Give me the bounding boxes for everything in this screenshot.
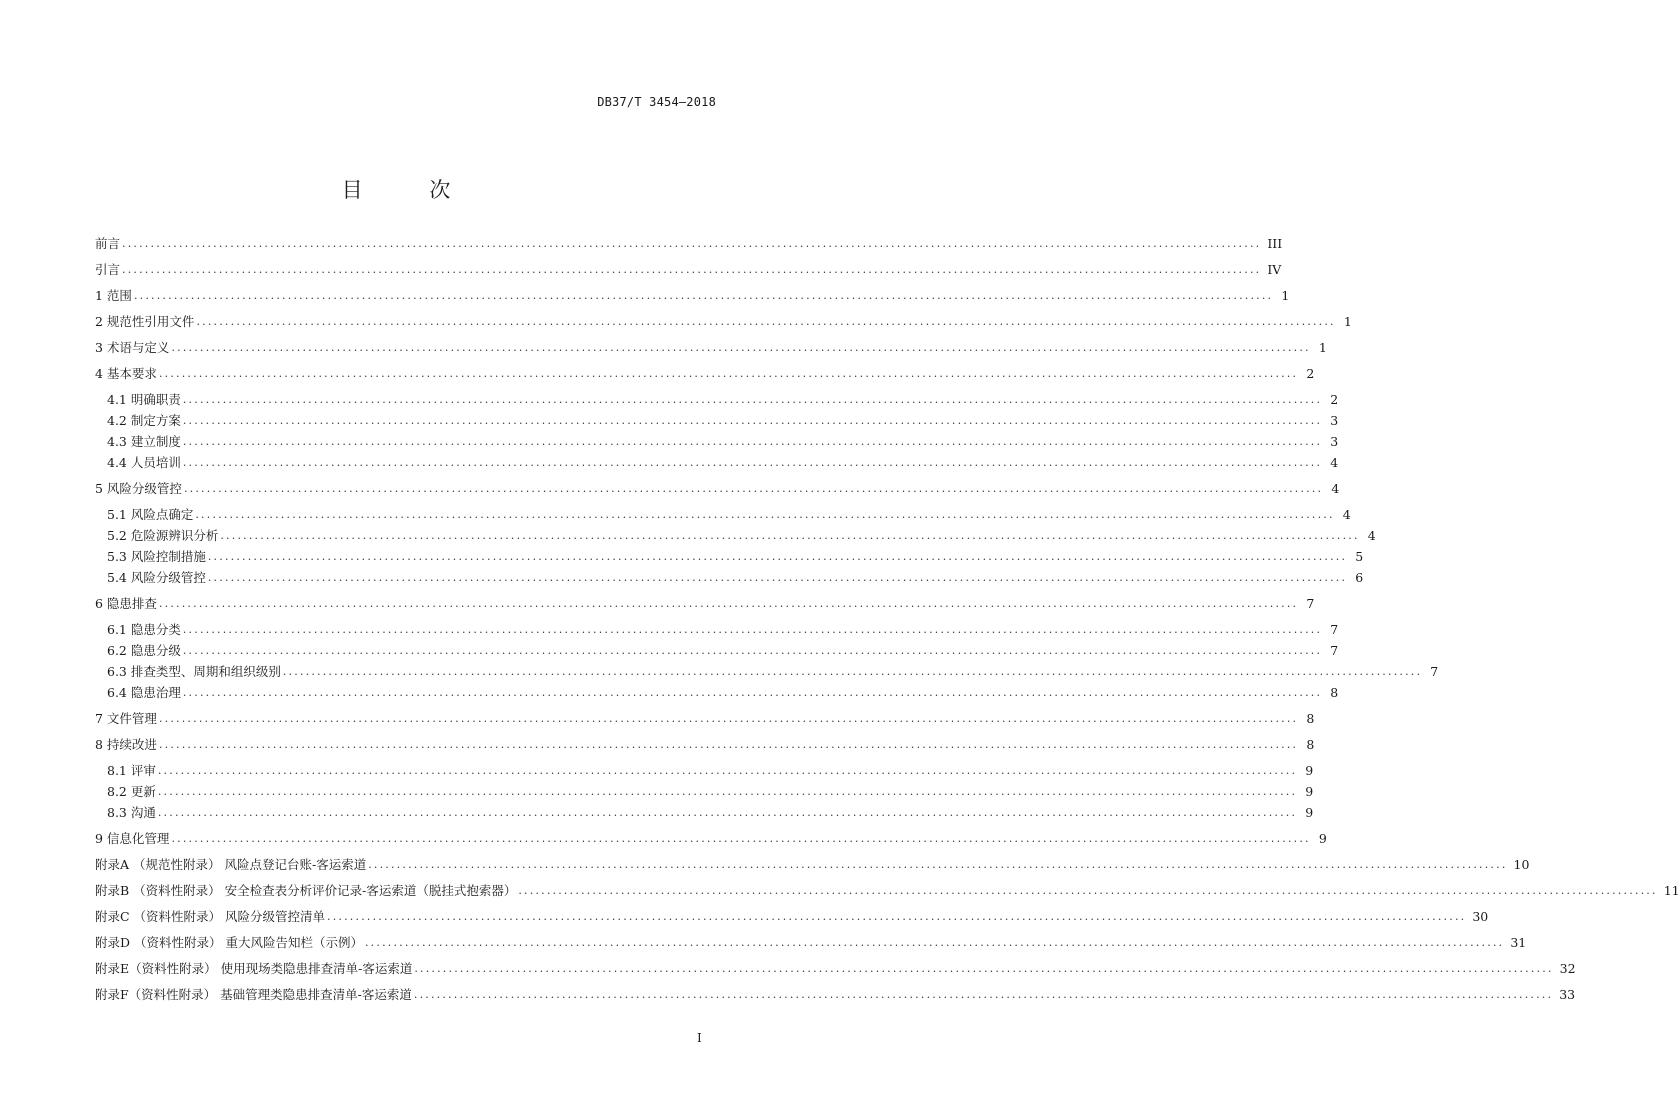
toc-entry[interactable] bbox=[107, 803, 1314, 823]
toc-entry[interactable] bbox=[107, 453, 1339, 473]
toc-entry-page: 9 bbox=[1305, 763, 1314, 778]
toc-entry-label: 4 基本要求 bbox=[95, 366, 157, 381]
toc-entry-page: 8 bbox=[1330, 685, 1339, 700]
toc-leader-dots: ........................................................................................................................................................................................................ bbox=[157, 764, 1298, 777]
toc-entry-page: 4 bbox=[1331, 481, 1340, 496]
toc-entry-label: 5 风险分级管控 bbox=[95, 481, 182, 496]
toc-entry-page: 11 bbox=[1663, 883, 1680, 898]
toc-entry-page: 10 bbox=[1513, 857, 1530, 872]
toc-leader-dots: ........................................................................................................................................................................................................ bbox=[182, 393, 1323, 406]
toc-entry-label: 4.1 明确职责 bbox=[107, 392, 181, 407]
toc-leader-dots: ........................................................................................................................................................................................................ bbox=[158, 597, 1299, 610]
toc-entry-page: 9 bbox=[1305, 805, 1314, 820]
toc-leader-dots: ........................................................................................................................................................................................................ bbox=[182, 644, 1323, 657]
toc-entry-page: 5 bbox=[1355, 549, 1364, 564]
toc-entry-page: 32 bbox=[1559, 961, 1576, 976]
toc-entry-label: 附录F（资料性附录） 基础管理类隐患排查清单-客运索道 bbox=[95, 987, 412, 1002]
toc-entry[interactable] bbox=[107, 620, 1339, 640]
toc-entry[interactable] bbox=[95, 855, 1530, 875]
toc-leader-dots: ........................................................................................................................................................................................................ bbox=[518, 884, 1658, 897]
toc-entry-label: 4.4 人员培训 bbox=[107, 455, 181, 470]
toc-entry-page: 7 bbox=[1430, 664, 1439, 679]
toc-entry-page: 1 bbox=[1281, 288, 1290, 303]
toc-entry[interactable] bbox=[95, 234, 1283, 254]
toc-entry-label: 附录B （资料性附录） 安全检查表分析评价记录-客运索道（脱挂式抱索器） bbox=[95, 883, 517, 898]
toc-leader-dots: ........................................................................................................................................................................................................ bbox=[182, 686, 1323, 699]
toc-entry-page: 4 bbox=[1342, 507, 1351, 522]
toc-entry[interactable] bbox=[107, 432, 1339, 452]
document-code: DB37/T 3454—2018 bbox=[597, 95, 716, 109]
toc-entry-page: 9 bbox=[1305, 784, 1314, 799]
toc-entry-page: 1 bbox=[1343, 314, 1352, 329]
toc-entry-page: 3 bbox=[1330, 413, 1339, 428]
toc-entry-page: 7 bbox=[1330, 643, 1339, 658]
toc-entry-label: 1 范围 bbox=[95, 288, 132, 303]
toc-entry[interactable] bbox=[95, 907, 1489, 927]
toc-entry-label: 附录A （规范性附录） 风险点登记台账-客运索道 bbox=[95, 857, 367, 872]
toc-entry[interactable] bbox=[107, 683, 1339, 703]
toc-entry-page: 7 bbox=[1306, 596, 1315, 611]
toc-leader-dots: ........................................................................................................................................................................................................ bbox=[133, 289, 1274, 302]
toc-entry-label: 5.4 风险分级管控 bbox=[107, 570, 206, 585]
toc-entry[interactable] bbox=[95, 709, 1315, 729]
toc-entry[interactable] bbox=[107, 505, 1351, 525]
toc-entry[interactable] bbox=[107, 641, 1339, 661]
toc-entry[interactable] bbox=[95, 312, 1352, 332]
toc-leader-dots: ........................................................................................................................................................................................................ bbox=[182, 435, 1323, 448]
toc-entry[interactable] bbox=[95, 735, 1315, 755]
toc-entry[interactable] bbox=[95, 260, 1282, 280]
toc-entry[interactable] bbox=[107, 547, 1364, 567]
toc-leader-dots: ........................................................................................................................................................................................................ bbox=[220, 529, 1360, 542]
toc-entry[interactable] bbox=[95, 881, 1680, 901]
toc-leader-dots: ........................................................................................................................................................................................................ bbox=[368, 858, 1508, 871]
toc-leader-dots: ........................................................................................................................................................................................................ bbox=[171, 341, 1311, 354]
toc-entry-label: 8.2 更新 bbox=[107, 784, 156, 799]
toc-entry-label: 前言 bbox=[95, 236, 121, 251]
page-number: I bbox=[697, 1031, 702, 1045]
toc-entry-label: 6 隐患排查 bbox=[95, 596, 157, 611]
toc-entry-label: 5.1 风险点确定 bbox=[107, 507, 194, 522]
toc-entry-label: 5.2 危险源辨识分析 bbox=[107, 528, 219, 543]
toc-entry[interactable] bbox=[107, 568, 1364, 588]
toc-leader-dots: ........................................................................................................................................................................................................ bbox=[195, 508, 1335, 521]
toc-entry-page: 8 bbox=[1306, 737, 1315, 752]
toc-leader-dots: ........................................................................................................................................................................................................ bbox=[183, 482, 1324, 495]
toc-leader-dots: ........................................................................................................................................................................................................ bbox=[196, 315, 1336, 328]
toc-entry[interactable] bbox=[107, 662, 1439, 682]
toc-entry-label: 附录C （资料性附录） 风险分级管控清单 bbox=[95, 909, 326, 924]
toc-leader-dots: ........................................................................................................................................................................................................ bbox=[282, 665, 1423, 678]
toc-entry-page: 9 bbox=[1318, 831, 1327, 846]
toc-entry[interactable] bbox=[95, 594, 1315, 614]
toc-leader-dots: ........................................................................................................................................................................................................ bbox=[414, 962, 1554, 975]
toc-entry-page: 1 bbox=[1318, 340, 1327, 355]
toc-entry-page: 3 bbox=[1330, 434, 1339, 449]
toc-entry-label: 8.1 评审 bbox=[107, 763, 156, 778]
toc-entry-page: 4 bbox=[1367, 528, 1376, 543]
toc-entry-page: 31 bbox=[1510, 935, 1527, 950]
toc-entry-page: 2 bbox=[1306, 366, 1315, 381]
toc-entry[interactable] bbox=[95, 933, 1527, 953]
toc-entry-page: 6 bbox=[1355, 570, 1364, 585]
toc-leader-dots: ........................................................................................................................................................................................................ bbox=[327, 910, 1467, 923]
toc-entry[interactable] bbox=[95, 479, 1340, 499]
toc-entry-label: 附录D （资料性附录） 重大风险告知栏（示例） bbox=[95, 935, 363, 950]
toc-entry-label: 4.2 制定方案 bbox=[107, 413, 181, 428]
toc-entry[interactable] bbox=[95, 364, 1315, 384]
toc-entry-label: 9 信息化管理 bbox=[95, 831, 170, 846]
toc-entry[interactable] bbox=[95, 829, 1327, 849]
page-title: 目 次 bbox=[341, 178, 481, 202]
toc-leader-dots: ........................................................................................................................................................................................................ bbox=[122, 237, 1262, 250]
toc-entry[interactable] bbox=[95, 985, 1576, 1005]
toc-leader-dots: ........................................................................................................................................................................................................ bbox=[171, 832, 1311, 845]
toc-leader-dots: ........................................................................................................................................................................................................ bbox=[207, 571, 1348, 584]
toc-leader-dots: ........................................................................................................................................................................................................ bbox=[158, 738, 1299, 751]
toc-entry[interactable] bbox=[95, 959, 1576, 979]
toc-entry-page: 2 bbox=[1330, 392, 1339, 407]
toc-leader-dots: ........................................................................................................................................................................................................ bbox=[182, 456, 1323, 469]
toc-entry-label: 8.3 沟通 bbox=[107, 805, 156, 820]
toc-entry-label: 8 持续改进 bbox=[95, 737, 157, 752]
toc-entry-page: IV bbox=[1267, 262, 1282, 277]
toc-entry-page: 8 bbox=[1306, 711, 1315, 726]
toc-leader-dots: ........................................................................................................................................................................................................ bbox=[413, 988, 1554, 1001]
toc-entry-label: 6.1 隐患分类 bbox=[107, 622, 181, 637]
toc-leader-dots: ........................................................................................................................................................................................................ bbox=[157, 785, 1298, 798]
toc-entry[interactable] bbox=[107, 526, 1376, 546]
toc-entry-label: 5.3 风险控制措施 bbox=[107, 549, 206, 564]
toc-leader-dots: ........................................................................................................................................................................................................ bbox=[157, 806, 1298, 819]
toc-leader-dots: ........................................................................................................................................................................................................ bbox=[182, 623, 1323, 636]
toc-leader-dots: ........................................................................................................................................................................................................ bbox=[158, 367, 1299, 380]
toc-entry[interactable] bbox=[107, 782, 1314, 802]
toc-entry-page: 30 bbox=[1472, 909, 1489, 924]
toc-entry-label: 4.3 建立制度 bbox=[107, 434, 181, 449]
toc-leader-dots: ........................................................................................................................................................................................................ bbox=[158, 712, 1299, 725]
toc-entry-label: 6.3 排查类型、周期和组织级别 bbox=[107, 664, 281, 679]
toc-entry-label: 3 术语与定义 bbox=[95, 340, 170, 355]
toc-entry[interactable] bbox=[107, 390, 1339, 410]
toc-entry-page: 4 bbox=[1330, 455, 1339, 470]
toc-entry-page: 33 bbox=[1559, 987, 1576, 1002]
toc-entry-label: 2 规范性引用文件 bbox=[95, 314, 195, 329]
toc-entry-page: III bbox=[1267, 236, 1283, 251]
toc-entry-label: 引言 bbox=[95, 262, 121, 277]
toc-leader-dots: ........................................................................................................................................................................................................ bbox=[364, 936, 1505, 949]
toc-entry[interactable] bbox=[107, 761, 1314, 781]
toc-entry[interactable] bbox=[95, 286, 1290, 306]
toc-leader-dots: ........................................................................................................................................................................................................ bbox=[207, 550, 1348, 563]
toc-entry-label: 6.2 隐患分级 bbox=[107, 643, 181, 658]
toc-entry[interactable] bbox=[95, 338, 1327, 358]
toc-entry-page: 7 bbox=[1330, 622, 1339, 637]
toc-leader-dots: ........................................................................................................................................................................................................ bbox=[122, 263, 1262, 276]
toc-leader-dots: ........................................................................................................................................................................................................ bbox=[182, 414, 1323, 427]
toc-entry-label: 7 文件管理 bbox=[95, 711, 157, 726]
toc-entry[interactable] bbox=[107, 411, 1339, 431]
toc-entry-label: 6.4 隐患治理 bbox=[107, 685, 181, 700]
toc-entry-label: 附录E（资料性附录） 使用现场类隐患排查清单-客运索道 bbox=[95, 961, 413, 976]
